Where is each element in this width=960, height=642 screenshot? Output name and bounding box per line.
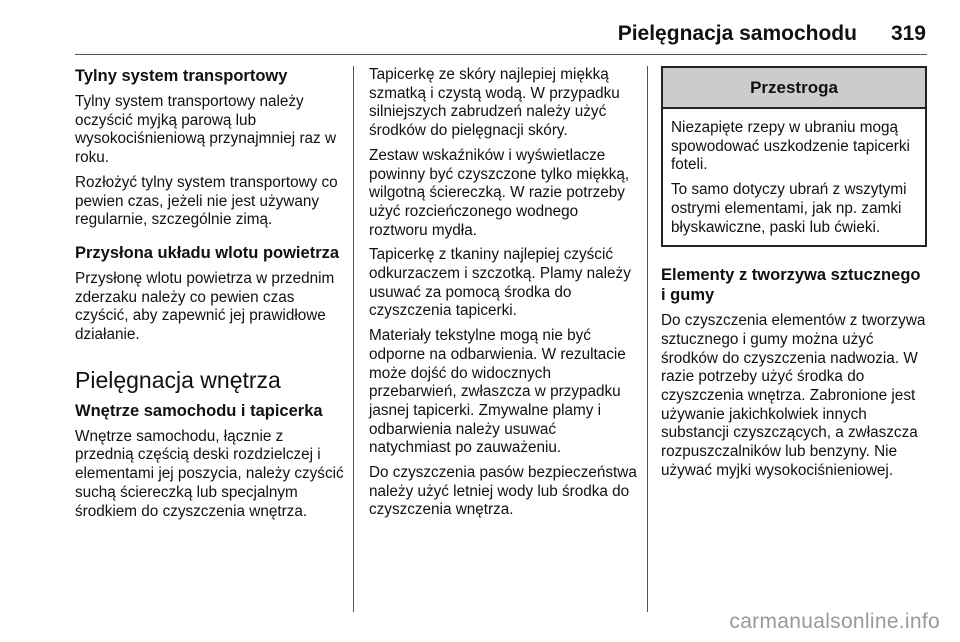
heading-plastic-rubber: Elementy z tworzywa sztucznego i gumy — [661, 266, 921, 305]
page-header — [0, 22, 926, 46]
caution-body — [663, 109, 925, 245]
caution-box — [661, 66, 927, 247]
paragraph: Zestaw wskaźników i wyświetlacze powinny być czyszczone tylko miękką, wilgotną ściereczką. W razie potrzeby użyć rozcieńczonego wodnego roztworu mydła. — [369, 146, 630, 239]
column-1 — [75, 66, 345, 527]
paragraph: Tylny system transportowy należy oczyścić myjką parową lub wysokociśnieniową przynajmniej raz w roku. — [75, 93, 336, 167]
column-2 — [369, 66, 637, 526]
paragraph: Tapicerkę z tkaniny najlepiej czyścić odkurzaczem i szczotką. Plamy należy usuwać za pomocą środka do czyszczenia tapicerki. — [369, 246, 631, 320]
header-divider — [75, 54, 927, 55]
caution-title: Przestroga — [663, 68, 925, 109]
paragraph: Przysłonę wlotu powietrza w przednim zderzaku należy co pewien czas czyścić, aby zapewnić jej prawidłowe działanie. — [75, 269, 335, 344]
caution-paragraph: To samo dotyczy ubrań z wszytymi ostrymi elementami, jak np. zamki błyskawiczne, paski lub ćwieki. — [671, 181, 907, 236]
heading-interior-upholstery: Wnętrze samochodu i tapicerka — [75, 401, 323, 420]
column-divider-2 — [647, 66, 648, 612]
paragraph: Wnętrze samochodu, łącznie z przednią częścią deski rozdzielczej i elementami jej poszycia, należy czyścić suchą ściereczką lub specjalnym środkiem do czyszczenia wnętrza. — [75, 427, 344, 520]
paragraph: Rozłożyć tylny system transportowy co pewien czas, jeżeli nie jest używany regularnie, szczególnie zimą. — [75, 173, 338, 229]
page-number: 319 — [890, 22, 926, 45]
page-title: Pielęgnacja samochodu — [617, 22, 857, 45]
paragraph: Do czyszczenia elementów z tworzywa sztucznego i gumy można użyć środków do czyszczenia nadwozia. W razie potrzeby użyć środka do czyszczenia wnętrza. Zabronione jest używanie jakichkolwiek innych substancji czyszczących, a zwłaszcza rozpuszczalników lub benzyny. Nie używać myjki wysokociśnieniowej. — [661, 312, 926, 479]
column-3 — [661, 66, 927, 487]
heading-rear-carrier: Tylny system transportowy — [75, 67, 288, 85]
heading-interior-care: Pielęgnacja wnętrza — [75, 366, 281, 393]
caution-paragraph: Niezapięte rzepy w ubraniu mogą spowodować uszkodzenie tapicerki foteli. — [671, 119, 910, 174]
paragraph: Materiały tekstylne mogą nie być odporne na odbarwienia. W rezultacie może dojść do widocznych przebarwień, zwłaszcza w przypadku jasnej tapicerki. Zmywalne plamy i odbarwienia należy usuwać natychmiast po zauważeniu. — [369, 327, 626, 457]
watermark: carmanualsonline.info — [729, 610, 940, 633]
paragraph: Tapicerkę ze skóry najlepiej miękką szmatką i czystą wodą. W przypadku silniejszych zabrudzeń należy użyć środków do pielęgnacji skóry. — [369, 66, 620, 140]
column-divider-1 — [353, 66, 354, 612]
heading-air-intake-flap: Przysłona układu wlotu powietrza — [75, 243, 340, 262]
paragraph: Do czyszczenia pasów bezpieczeństwa należy użyć letniej wody lub środka do czyszczenia wnętrza. — [369, 464, 637, 519]
